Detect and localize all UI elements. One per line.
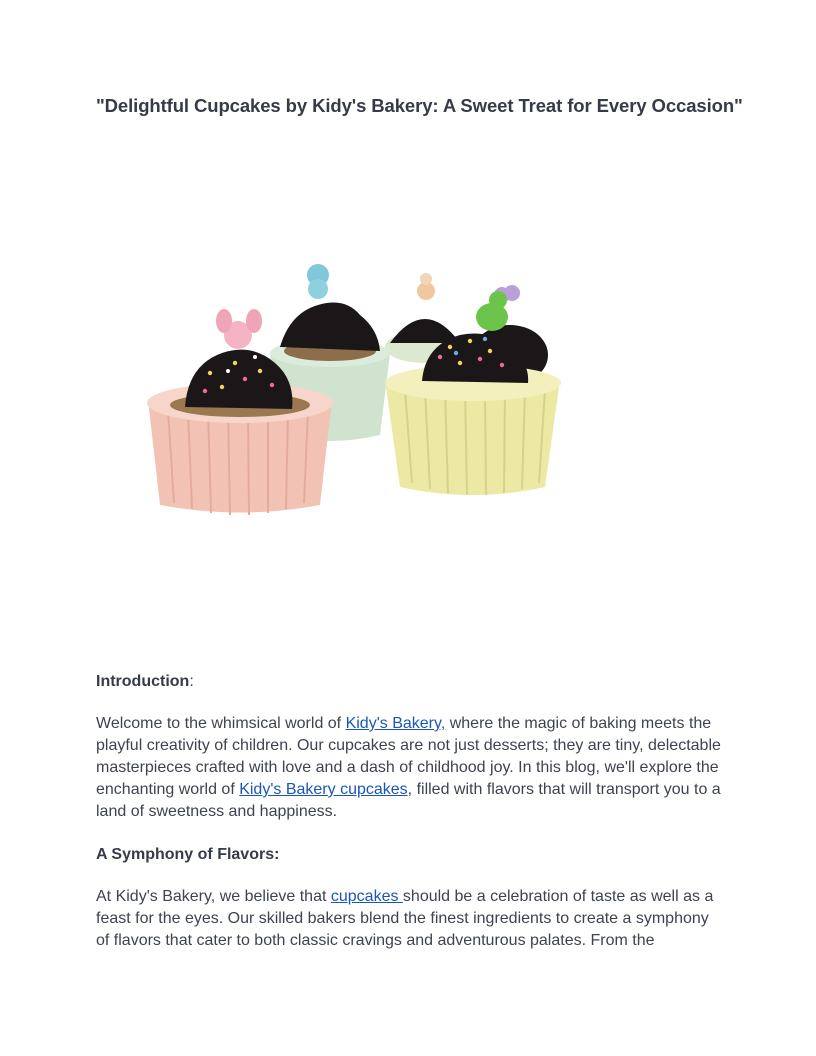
intro-heading-line xyxy=(96,671,726,693)
intro-heading: Introduction xyxy=(96,673,190,690)
flavors-heading: A Symphony of Flavors: xyxy=(96,846,280,863)
kidys-bakery-cupcakes-link[interactable]: Kidy's Bakery cupcakes xyxy=(239,781,408,798)
cupcakes-photo xyxy=(140,255,580,525)
intro-heading-colon: : xyxy=(189,673,194,690)
cupcake-yellow xyxy=(385,291,561,495)
intro-text-2: where the magic of baking meets the playful creativity of children. Our cupcakes are not just desserts; they are tiny, delectable masterpieces crafted with love and a dash of childhood joy. In this blog, we'll explore the enchanting world of xyxy=(96,715,721,798)
intro-paragraph xyxy=(96,713,726,823)
intro-text-1: Welcome to the whimsical world of xyxy=(96,715,346,732)
intro-text-3: , filled with flavors that will transport you to a land of sweetness and happiness. xyxy=(96,781,721,820)
flavors-text-1: At Kidy's Bakery, we believe that xyxy=(96,888,331,905)
kidys-bakery-link[interactable]: Kidy's Bakery, xyxy=(345,715,446,732)
flavors-paragraph xyxy=(96,886,726,952)
cupcakes-link[interactable]: cupcakes xyxy=(330,888,403,905)
flavors-text-2: should be a celebration of taste as well as a feast for the eyes. Our skilled bakers blend the finest ingredients to create a symphony of flavors that cater to both classic cravings and adventurous palates. From the xyxy=(96,888,714,949)
page-title: "Delightful Cupcakes by Kidy's Bakery: A Sweet Treat for Every Occasion" xyxy=(96,95,743,116)
